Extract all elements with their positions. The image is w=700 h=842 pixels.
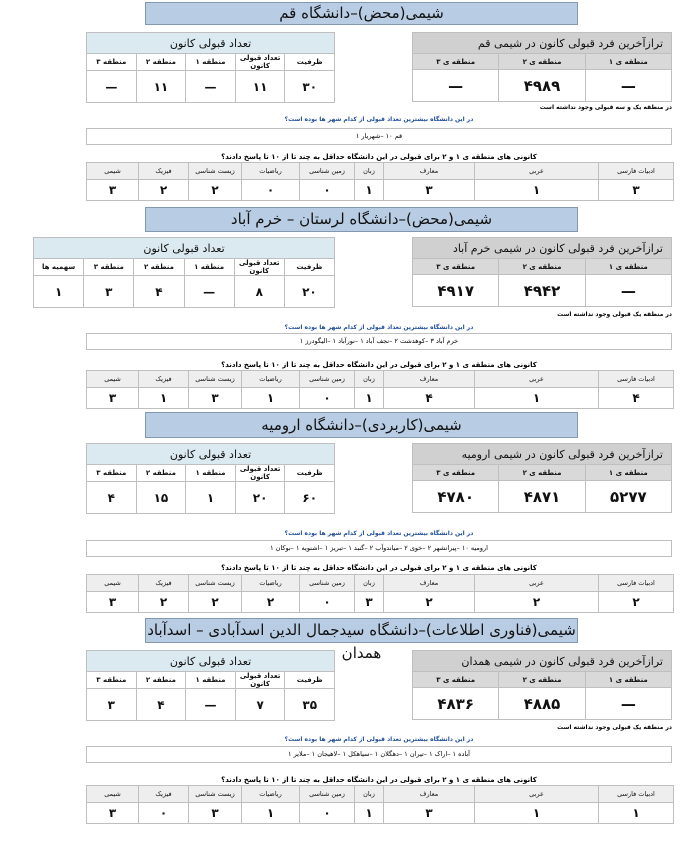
accepted-value: — (184, 276, 234, 308)
min-score-title-row (413, 238, 672, 259)
min-score-value: ۴۹۸۹ (499, 70, 585, 102)
subject-header: فیزیک (139, 786, 189, 803)
min-score-title: ترازآخرین فرد قبولی کانون در شیمی همدان (413, 651, 672, 672)
accepted-header-row (34, 259, 335, 276)
subject-value: ۱ (242, 388, 300, 409)
accepted-value-row (34, 276, 335, 308)
subject-value: ۲ (139, 180, 189, 201)
region-header: منطقه ی ۱ (585, 259, 671, 275)
subject-header: عربی (475, 786, 599, 803)
subject-header: زیست شناسی (189, 786, 242, 803)
accepted-column-header: منطقه ۳ (87, 54, 137, 71)
min-score-value-row (413, 275, 672, 307)
accepted-column-header: منطقه ۱ (186, 672, 236, 689)
subject-header-row (87, 575, 674, 592)
subject-header: زمین شناسی (300, 371, 355, 388)
subject-value: ۱ (139, 388, 189, 409)
accepted-column-header: ظرفیت (285, 465, 335, 482)
accepted-value: ۷ (235, 689, 285, 721)
subject-value: ۰ (300, 388, 355, 409)
subject-header: زمین شناسی (300, 163, 355, 180)
city-list-box: آباده ۱ –اراک ۱ –تیران ۱ –دهگلان ۱ –سیاهکل ۱ –لاهیجان ۱ –ملایر ۱ (86, 746, 672, 763)
accepted-value: ۱ (34, 276, 84, 308)
accepted-column-header: منطقه ۳ (87, 672, 137, 689)
region-header: منطقه ی ۱ (585, 54, 671, 70)
region-header: منطقه ی ۳ (413, 54, 499, 70)
accepted-header-row (87, 465, 335, 482)
subject-header: ادبیات فارسی (599, 575, 674, 592)
subject-header: زبان (355, 163, 384, 180)
subject-value: ۰ (242, 180, 300, 201)
min-score-header-row (413, 672, 672, 688)
accepted-column-header: ظرفیت (285, 54, 335, 71)
min-score-title: ترازآخرین فرد قبولی کانون در شیمی ارومیه (413, 444, 672, 465)
min-score-title-row (413, 33, 672, 54)
accepted-column-header: منطقه ۲ (136, 672, 186, 689)
accepted-count-table (86, 650, 335, 721)
min-score-value: ۴۸۳۶ (413, 688, 499, 720)
min-score-value: — (585, 70, 671, 102)
subject-value: ۲ (242, 592, 300, 613)
accepted-value: ۳ (84, 276, 134, 308)
subject-answers-table (86, 574, 674, 613)
subject-header: زمین شناسی (300, 786, 355, 803)
min-score-value: — (413, 70, 499, 102)
region-header: منطقه ی ۱ (585, 465, 671, 481)
accepted-value: ۱ (186, 482, 236, 514)
subject-value: ۱ (242, 803, 300, 824)
subject-value-row (87, 592, 674, 613)
subject-question: کانونی های منطقه ی ۱ و ۲ برای قبولی در این دانشگاه حداقل به چند تا از ۱۰ تا پاسخ دادند؟ (221, 776, 537, 784)
subject-header: ادبیات فارسی (599, 786, 674, 803)
subject-value: ۳ (87, 803, 139, 824)
region-header: منطقه ی ۲ (499, 54, 585, 70)
subject-value: ۰ (139, 803, 189, 824)
subject-value: ۳ (189, 803, 242, 824)
accepted-column-header: ظرفیت (285, 672, 335, 689)
accepted-value: ۱۱ (136, 71, 186, 103)
accepted-value-row (87, 482, 335, 514)
min-score-title-row (413, 444, 672, 465)
region-header: منطقه ی ۳ (413, 465, 499, 481)
accepted-value-row (87, 71, 335, 103)
city-question: در این دانشگاه بیشترین تعداد قبولی از کدام شهر ها بوده است؟ (284, 324, 474, 331)
subject-header: معارف (384, 786, 475, 803)
subject-header: عربی (475, 163, 599, 180)
subject-value: ۲ (384, 592, 475, 613)
subject-value: ۳ (384, 180, 475, 201)
min-score-header-row (413, 465, 672, 481)
subject-header: شیمی (87, 371, 139, 388)
subject-header: ادبیات فارسی (599, 163, 674, 180)
section-title: شیمی(محض)–دانشگاه لرستان – خرم آباد (145, 207, 578, 232)
subject-header: فیزیک (139, 575, 189, 592)
subject-value: ۱ (475, 180, 599, 201)
subject-header: زبان (355, 575, 384, 592)
subject-value: ۱ (355, 388, 384, 409)
city-question: در این دانشگاه بیشترین تعداد قبولی از کدام شهر ها بوده است؟ (284, 736, 474, 743)
subject-header: عربی (475, 371, 599, 388)
subject-header: فیزیک (139, 163, 189, 180)
subject-header: زمین شناسی (300, 575, 355, 592)
accepted-column-header: منطقه ۲ (134, 259, 184, 276)
accepted-header-row (87, 54, 335, 71)
university-section (0, 0, 700, 205)
subject-value: ۱ (475, 388, 599, 409)
accepted-column-header: ظرفیت (284, 259, 334, 276)
accepted-column-header: منطقه ۳ (87, 465, 137, 482)
accepted-value: ۴ (87, 482, 137, 514)
subject-header: زیست شناسی (189, 371, 242, 388)
min-score-table (412, 237, 672, 307)
accepted-column-header: تعداد قبولی کانون (235, 54, 285, 71)
min-score-value-row (413, 481, 672, 513)
subject-answers-table (86, 370, 674, 409)
accepted-column-header: تعداد قبولی کانون (235, 672, 285, 689)
section-title: شیمی(فناوری اطلاعات)–دانشگاه سیدجمال الدین اسدآبادی – اسدآباد همدان (145, 618, 578, 643)
min-score-value: — (585, 275, 671, 307)
subject-question: کانونی های منطقه ی ۱ و ۲ برای قبولی در این دانشگاه حداقل به چند تا از ۱۰ تا پاسخ دادند؟ (221, 153, 537, 161)
region-note: در منطقه یک قبولی وجود نداشته است (557, 311, 672, 318)
subject-value: ۱ (475, 803, 599, 824)
city-list-box: خرم آباد ۳ –کوهدشت ۲ –نجف آباد ۱ –نورآباد ۱ –الیگودرز ۱ (86, 333, 672, 350)
accepted-value: ۲۰ (235, 482, 285, 514)
subject-header: ریاضیات (242, 575, 300, 592)
subject-header-row (87, 371, 674, 388)
accepted-value-row (87, 689, 335, 721)
accepted-column-header: منطقه ۲ (136, 465, 186, 482)
accepted-column-header: منطقه ۳ (84, 259, 134, 276)
accepted-header-row (87, 672, 335, 689)
subject-value: ۳ (87, 592, 139, 613)
subject-value: ۳ (189, 388, 242, 409)
subject-value-row (87, 180, 674, 201)
university-section (0, 205, 700, 410)
subject-header: معارف (384, 163, 475, 180)
accepted-count-title: تعداد قبولی کانون (34, 238, 335, 259)
region-header: منطقه ی ۲ (499, 259, 585, 275)
accepted-column-header: تعداد قبولی کانون (235, 465, 285, 482)
subject-value: ۰ (300, 592, 355, 613)
subject-value: ۰ (300, 180, 355, 201)
subject-value: ۳ (355, 592, 384, 613)
region-header: منطقه ی ۲ (499, 672, 585, 688)
accepted-value: — (87, 71, 137, 103)
subject-header: شیمی (87, 163, 139, 180)
subject-value-row (87, 388, 674, 409)
min-score-value: ۴۷۸۰ (413, 481, 499, 513)
subject-header: ادبیات فارسی (599, 371, 674, 388)
accepted-value: ۳۵ (285, 689, 335, 721)
subject-header: زیست شناسی (189, 575, 242, 592)
min-score-header-row (413, 259, 672, 275)
city-question: در این دانشگاه بیشترین تعداد قبولی از کدام شهر ها بوده است؟ (284, 116, 474, 123)
region-header: منطقه ی ۳ (413, 259, 499, 275)
min-score-value: ۴۹۴۲ (499, 275, 585, 307)
subject-question: کانونی های منطقه ی ۱ و ۲ برای قبولی در این دانشگاه حداقل به چند تا از ۱۰ تا پاسخ دادند؟ (221, 361, 537, 369)
min-score-value-row (413, 70, 672, 102)
subject-header: زیست شناسی (189, 163, 242, 180)
subject-header: زبان (355, 371, 384, 388)
region-header: منطقه ی ۲ (499, 465, 585, 481)
accepted-title-row (34, 238, 335, 259)
region-note: در منطقه یک و سه قبولی وجود نداشته است (539, 104, 672, 111)
subject-value: ۲ (475, 592, 599, 613)
accepted-value: ۲۰ (284, 276, 334, 308)
min-score-table (412, 650, 672, 720)
subject-value: ۳ (87, 388, 139, 409)
subject-header: ریاضیات (242, 163, 300, 180)
accepted-column-header: تعداد قبولی کانون (234, 259, 284, 276)
city-list-box: قم ۱۰ –شهریار ۱ (86, 128, 672, 145)
accepted-count-table (86, 443, 335, 514)
accepted-value: ۴ (134, 276, 184, 308)
accepted-value: ۱۱ (235, 71, 285, 103)
subject-header: شیمی (87, 786, 139, 803)
min-score-value: ۵۲۷۷ (585, 481, 671, 513)
region-header: منطقه ی ۱ (585, 672, 671, 688)
quota-header: سهمیه ها (34, 259, 84, 276)
subject-header: عربی (475, 575, 599, 592)
subject-value: ۱ (355, 180, 384, 201)
subject-header: معارف (384, 371, 475, 388)
accepted-count-title: تعداد قبولی کانون (87, 33, 335, 54)
min-score-value: ۴۸۷۱ (499, 481, 585, 513)
subject-header-row (87, 163, 674, 180)
region-header: منطقه ی ۳ (413, 672, 499, 688)
accepted-value: ۱۵ (136, 482, 186, 514)
min-score-title: ترازآخرین فرد قبولی کانون در شیمی قم (413, 33, 672, 54)
accepted-column-header: منطقه ۱ (186, 465, 236, 482)
min-score-value-row (413, 688, 672, 720)
accepted-title-row (87, 33, 335, 54)
subject-header: ریاضیات (242, 371, 300, 388)
subject-header: زبان (355, 786, 384, 803)
accepted-count-table (33, 237, 335, 308)
min-score-table (412, 32, 672, 102)
accepted-count-title: تعداد قبولی کانون (87, 444, 335, 465)
min-score-value: ۴۹۱۷ (413, 275, 499, 307)
subject-header-row (87, 786, 674, 803)
accepted-value: — (186, 71, 236, 103)
accepted-value: ۴ (136, 689, 186, 721)
subject-value: ۳ (599, 180, 674, 201)
accepted-title-row (87, 651, 335, 672)
subject-value: ۱ (355, 803, 384, 824)
university-section (0, 615, 700, 820)
min-score-header-row (413, 54, 672, 70)
subject-value: ۳ (87, 180, 139, 201)
city-question: در این دانشگاه بیشترین تعداد قبولی از کدام شهر ها بوده است؟ (284, 530, 474, 537)
subject-value: ۴ (599, 388, 674, 409)
accepted-value: ۳ (87, 689, 137, 721)
subject-answers-table (86, 785, 674, 824)
subject-header: معارف (384, 575, 475, 592)
subject-answers-table (86, 162, 674, 201)
subject-value: ۲ (139, 592, 189, 613)
section-title: شیمی(کاربردی)–دانشگاه ارومیه (145, 412, 578, 438)
city-list-box: ارومیه ۱۰ –پیرانشهر ۲ –خوی ۲ –میاندوآب ۲ –گنبد ۱ –تبریز ۱ –اشنویه ۱ –بوکان ۱ (86, 540, 672, 557)
subject-header: ریاضیات (242, 786, 300, 803)
subject-header: فیزیک (139, 371, 189, 388)
accepted-column-header: منطقه ۲ (136, 54, 186, 71)
subject-value: ۲ (599, 592, 674, 613)
accepted-value: ۸ (234, 276, 284, 308)
min-score-title: ترازآخرین فرد قبولی کانون در شیمی خرم آباد (413, 238, 672, 259)
subject-value: ۰ (300, 803, 355, 824)
subject-header: شیمی (87, 575, 139, 592)
subject-value-row (87, 803, 674, 824)
accepted-count-title: تعداد قبولی کانون (87, 651, 335, 672)
accepted-value: — (186, 689, 236, 721)
subject-value: ۴ (384, 388, 475, 409)
accepted-count-table (86, 32, 335, 103)
min-score-table (412, 443, 672, 513)
min-score-value: ۴۸۸۵ (499, 688, 585, 720)
accepted-value: ۳۰ (285, 71, 335, 103)
subject-value: ۲ (189, 180, 242, 201)
subject-question: کانونی های منطقه ی ۱ و ۲ برای قبولی در این دانشگاه حداقل به چند تا از ۱۰ تا پاسخ دادند؟ (221, 564, 537, 572)
region-note: در منطقه یک قبولی وجود نداشته است (557, 724, 672, 731)
accepted-value: ۶۰ (285, 482, 335, 514)
university-section (0, 410, 700, 615)
subject-value: ۲ (189, 592, 242, 613)
accepted-column-header: منطقه ۱ (186, 54, 236, 71)
min-score-value: — (585, 688, 671, 720)
accepted-column-header: منطقه ۱ (184, 259, 234, 276)
section-title: شیمی(محض)–دانشگاه قم (145, 2, 578, 25)
subject-value: ۱ (599, 803, 674, 824)
accepted-title-row (87, 444, 335, 465)
subject-value: ۳ (384, 803, 475, 824)
min-score-title-row (413, 651, 672, 672)
